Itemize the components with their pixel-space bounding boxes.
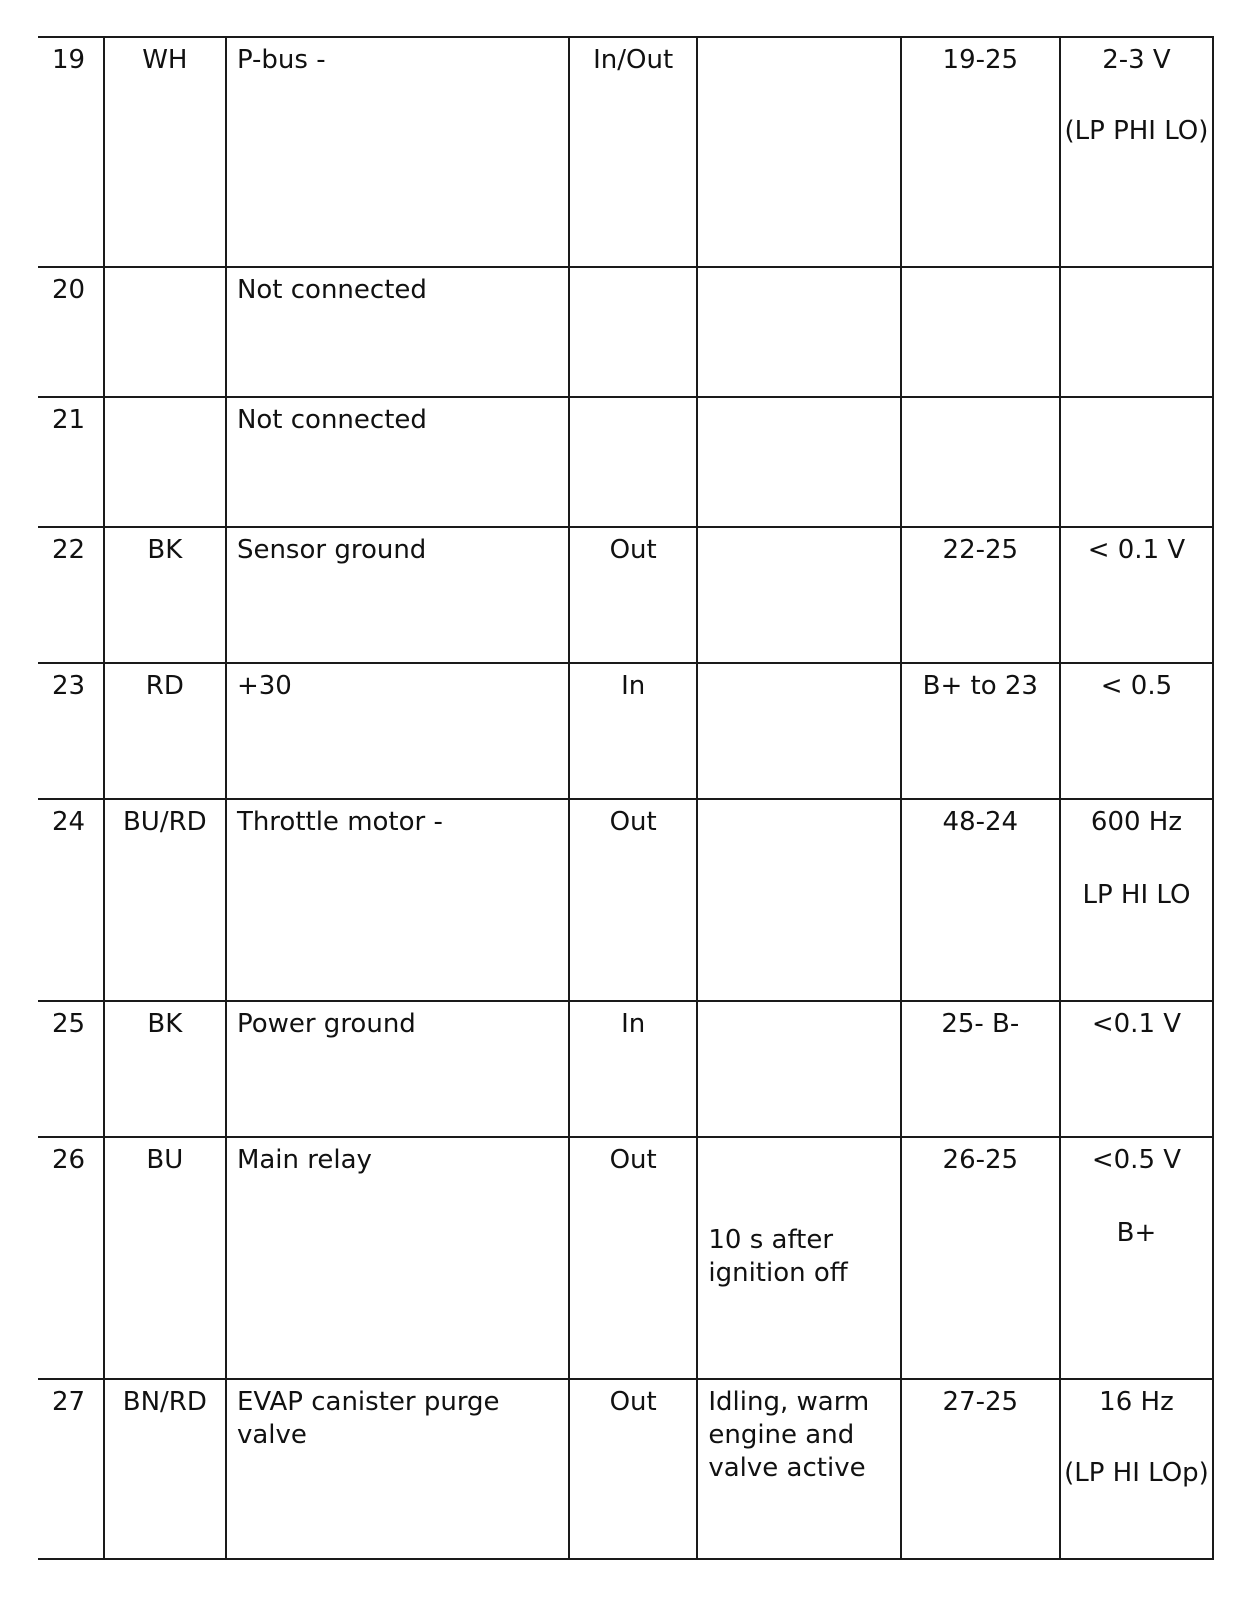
nominal-value [1060,1001,1213,1137]
measure-between: 27-25 [901,1379,1060,1559]
table-row [38,1379,1213,1559]
signal-direction: In/Out [569,37,697,267]
measure-between [901,267,1060,397]
pin-description: Main relay [226,1137,569,1379]
value-line: <0.1 V [1091,1009,1182,1039]
table-row [38,527,1213,663]
signal-direction [569,267,697,397]
test-condition [697,397,900,527]
value-line: B+ [1116,1218,1157,1248]
value-line: < 0.5 [1100,671,1173,701]
pin-description: Not connected [226,267,569,397]
pin-number: 26 [38,1137,104,1379]
measure-between: 48-24 [901,799,1060,1001]
wire-color: BK [104,1001,226,1137]
nominal-value [1060,267,1213,397]
wire-color: BK [104,527,226,663]
nominal-value [1060,799,1213,1001]
wire-color: BU [104,1137,226,1379]
nominal-value [1060,1379,1213,1559]
table-row [38,1001,1213,1137]
pin-description: Power ground [226,1001,569,1137]
value-line: LP HI LO [1082,880,1191,910]
value-line: (LP HI LOp) [1064,1458,1209,1488]
pin-table [38,36,1214,1560]
value-line: 600 Hz [1090,807,1182,837]
nominal-value [1060,37,1213,267]
table-row [38,663,1213,799]
pin-description: P-bus - [226,37,569,267]
nominal-value [1060,527,1213,663]
test-condition [697,799,900,1001]
pin-number: 24 [38,799,104,1001]
table-row [38,267,1213,397]
value-line: < 0.1 V [1087,535,1186,565]
table-row [38,397,1213,527]
test-condition [697,663,900,799]
signal-direction: Out [569,1379,697,1559]
measure-between: 26-25 [901,1137,1060,1379]
signal-direction: Out [569,1137,697,1379]
nominal-value [1060,397,1213,527]
value-line: 2-3 V [1102,45,1171,75]
measure-between: 25- B- [901,1001,1060,1137]
wire-color: WH [104,37,226,267]
table-row [38,1137,1213,1379]
pin-number: 25 [38,1001,104,1137]
pin-number: 23 [38,663,104,799]
test-condition: Idling, warm engine and valve active [697,1379,900,1559]
wire-color: RD [104,663,226,799]
value-line: <0.5 V [1091,1145,1182,1175]
signal-direction: In [569,663,697,799]
value-line: (LP PHI LO) [1064,116,1209,146]
wire-color [104,267,226,397]
wire-color: BU/RD [104,799,226,1001]
pin-number: 19 [38,37,104,267]
pin-number: 20 [38,267,104,397]
measure-between: 19-25 [901,37,1060,267]
pin-description: Not connected [226,397,569,527]
measure-between: B+ to 23 [901,663,1060,799]
test-condition [697,1001,900,1137]
pin-description: Sensor ground [226,527,569,663]
pin-number: 27 [38,1379,104,1559]
test-condition [697,527,900,663]
pin-number: 21 [38,397,104,527]
pin-description: Throttle motor - [226,799,569,1001]
table-row [38,37,1213,267]
wire-color: BN/RD [104,1379,226,1559]
test-condition: 10 s after ignition off [697,1137,900,1379]
nominal-value [1060,1137,1213,1379]
pin-number: 22 [38,527,104,663]
test-condition [697,37,900,267]
pin-description: EVAP canister purge valve [226,1379,569,1559]
signal-direction [569,397,697,527]
signal-direction: Out [569,799,697,1001]
measure-between [901,397,1060,527]
measure-between: 22-25 [901,527,1060,663]
pin-description: +30 [226,663,569,799]
signal-direction: In [569,1001,697,1137]
signal-direction: Out [569,527,697,663]
table-row [38,799,1213,1001]
wire-color [104,397,226,527]
nominal-value [1060,663,1213,799]
test-condition [697,267,900,397]
value-line: 16 Hz [1099,1387,1174,1417]
